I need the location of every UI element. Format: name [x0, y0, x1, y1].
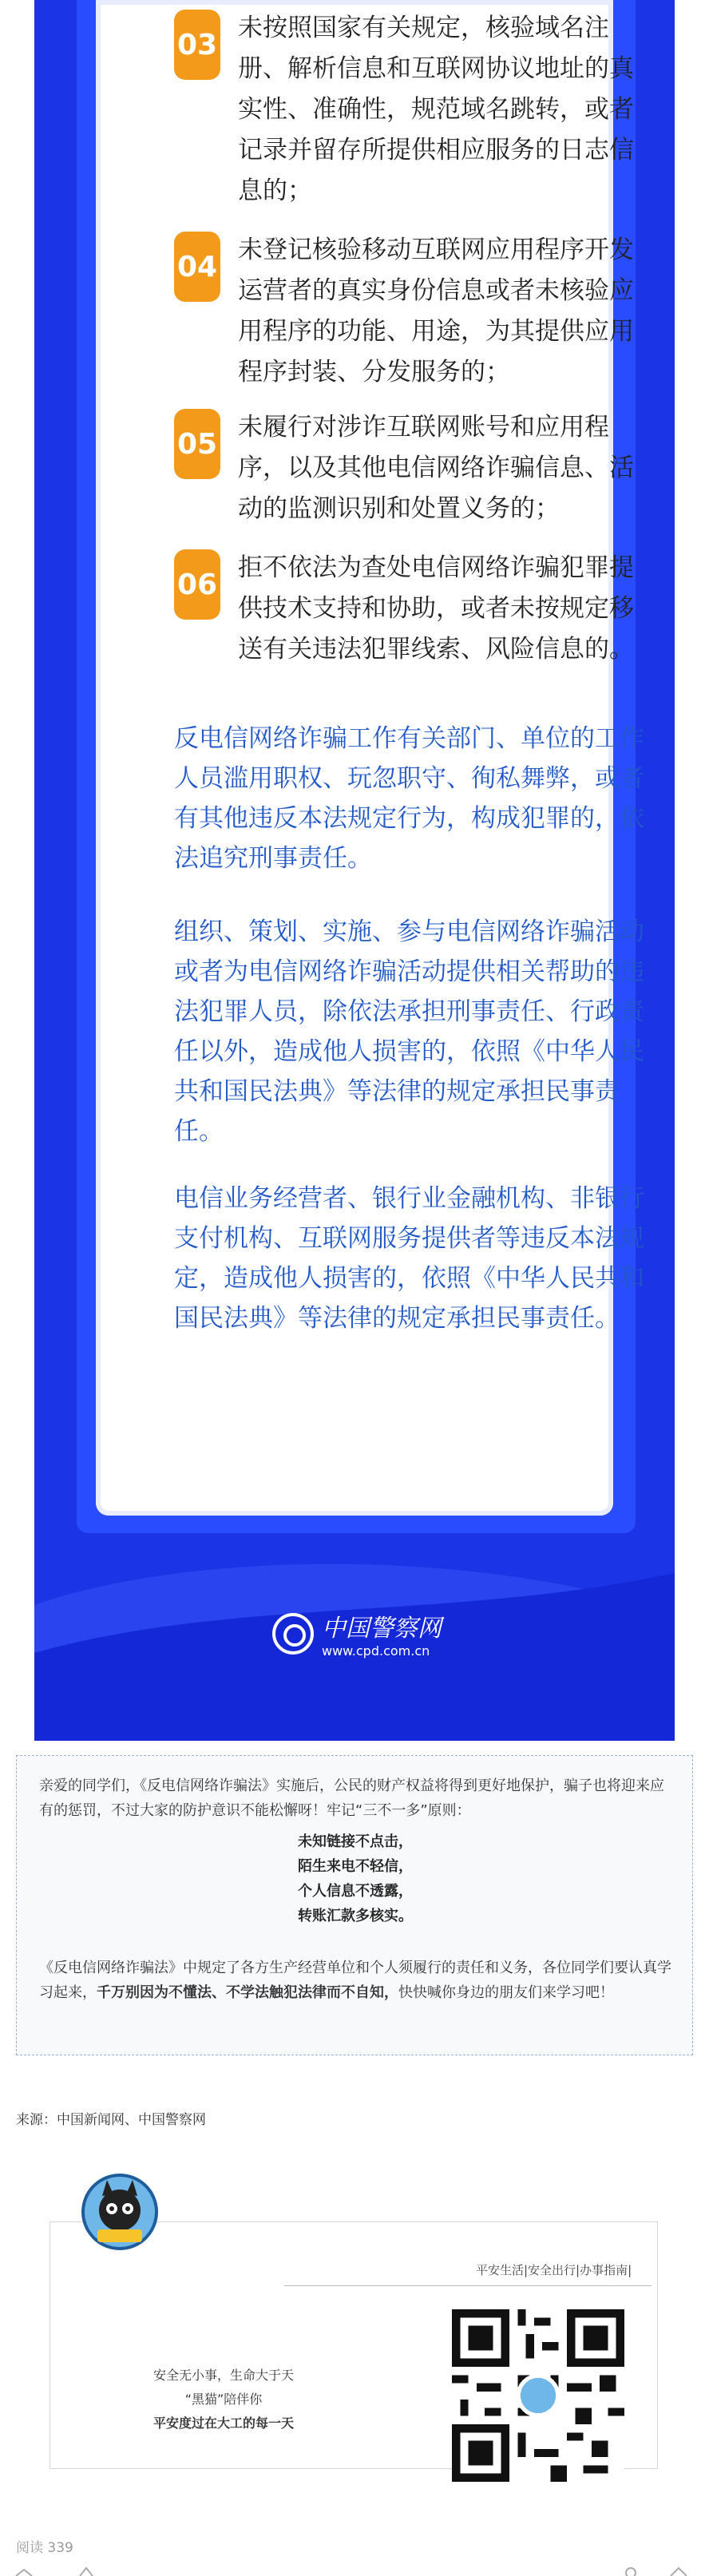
- rule-line: 陌生来电不轻信，: [298, 1858, 413, 1875]
- qr-code-icon[interactable]: [452, 2309, 624, 2482]
- notice-outro: [39, 1956, 673, 2005]
- notice-intro: 亲爱的同学们，《反电信网络诈骗法》实施后，公民的财产权益将得到更好地保护，骗子也将迎来应有的惩罚，不过大家的防护意识不能松懈呀！牢记“三不一多”原则：: [39, 1777, 664, 1819]
- law-paragraph: 组织、策划、实施、参与电信网络诈骗活动或者为电信网络诈骗活动提供相关帮助的违法犯罪人员，除依法承担刑事责任、行政责任以外，造成他人损害的，依照《中华人民共和国民法典》等法律的规定承担民事责任。: [174, 917, 644, 1146]
- logo-name: 中国警察网: [322, 1615, 442, 1643]
- source-line: 来源：中国新闻网、中国警察网: [16, 2112, 206, 2128]
- like-icon: [80, 2568, 93, 2576]
- item-text: 拒不依法为查处电信网络诈骗犯罪提供技术支持和协助，或者未按规定移送有关违法犯罪线索、风险信息的。: [238, 553, 634, 664]
- notice-box: [16, 1755, 693, 2055]
- slogan-line: 平安度过在大工的每一天: [152, 2415, 294, 2431]
- rule-line: 个人信息不透露，: [298, 1883, 413, 1900]
- star-icon: [626, 2568, 636, 2576]
- number-badge: 04: [174, 232, 220, 302]
- footer-slogan: [128, 2364, 319, 2435]
- black-cat-mascot-icon: [80, 2172, 160, 2252]
- number-badge: 03: [174, 10, 220, 80]
- footer-divider: [284, 2285, 652, 2286]
- item-text: 未履行对涉诈互联网账号和应用程序，以及其他电信网络诈骗信息、活动的监测识别和处置义务的；: [238, 413, 634, 523]
- cpd-logo: [272, 1608, 442, 1659]
- outro-text: 《反电信网络诈骗法》中规定了各方生产经营单位和个人须履行的责任和义务，各位同学们要认真学习起来，: [39, 1960, 671, 2001]
- rule-line: 转账汇款多核实。: [298, 1908, 413, 1924]
- rule-line: 未知链接不点击，: [298, 1833, 413, 1850]
- item-text: 未登记核验移动互联网应用程序开发运营者的真实身份信息或者未核验应用程序的功能、用途，为其提供应用程序封装、分发服务的；: [238, 236, 634, 386]
- slogan-line: “黑猫”陪伴你: [184, 2392, 263, 2407]
- logo-url: www.cpd.com.cn: [322, 1643, 430, 1659]
- share-icon: [16, 2570, 32, 2576]
- number-badge: 06: [174, 549, 220, 620]
- footer-links[interactable]: 平安生活|安全出行|办事指南|: [476, 2263, 632, 2277]
- notice-rules: [17, 1829, 694, 1928]
- number-badge: 05: [174, 409, 220, 479]
- poster: [34, 0, 675, 1741]
- item-text: 未按照国家有关规定，核验域名注册、解析信息和互联网协议地址的真实性、准确性，规范域名跳转，或者记录并留存所提供相应服务的日志信息的；: [238, 14, 634, 205]
- law-paragraph: 反电信网络诈骗工作有关部门、单位的工作人员滥用职权、玩忽职守、徇私舞弊，或者有其他违反本法规定行为，构成犯罪的，依法追究刑事责任。: [174, 724, 644, 873]
- outro-text-end: 快快喊你身边的朋友们来学习吧！: [398, 1984, 614, 2001]
- read-count: 阅读 339: [16, 2540, 73, 2556]
- bottom-action-bar: [0, 2563, 709, 2576]
- comment-icon: [671, 2568, 687, 2576]
- cpd-logo-icon: [272, 1613, 314, 1655]
- slogan-line: 安全无小事，生命大于天: [152, 2368, 294, 2383]
- outro-bold: 千万别因为不懂法、不学法触犯法律而不自知，: [97, 1984, 398, 2001]
- poster-card: [96, 0, 644, 1516]
- law-paragraph: 电信业务经营者、银行业金融机构、非银行支付机构、互联网服务提供者等违反本法规定，造成他人损害的，依照《中华人民共和国民法典》等法律的规定承担民事责任。: [174, 1184, 644, 1333]
